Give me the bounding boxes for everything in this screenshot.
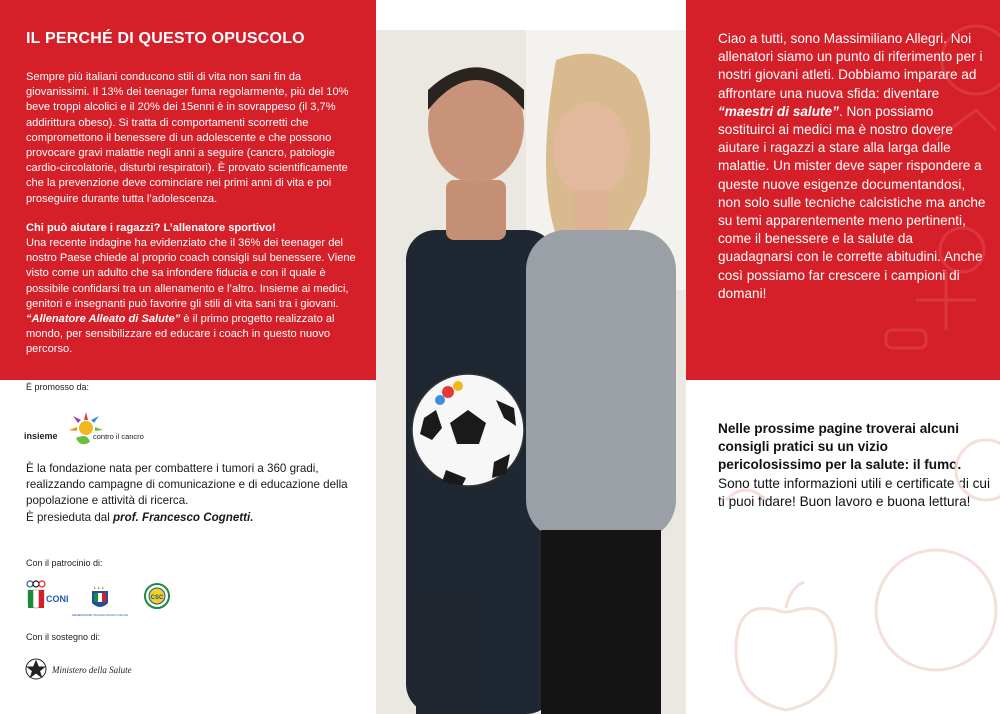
project-name: “Allenatore Alleato di Salute” bbox=[26, 313, 181, 326]
president-name: prof. Francesco Cognetti. bbox=[113, 510, 254, 524]
csc-text: CSC bbox=[150, 595, 164, 601]
survey-paragraph bbox=[26, 236, 356, 358]
left-column bbox=[26, 30, 356, 358]
foundation-description bbox=[26, 461, 366, 526]
closing-rest: Sono tutte informazioni utili e certificate di cui ti puoi fidare! Buon lavoro e buona lettura! bbox=[718, 475, 991, 509]
insieme-contro-il-cancro-logo bbox=[24, 410, 144, 450]
intro-paragraph: Sempre più italiani conducono stili di vita non sani fin da giovanissimi. Il 13% dei teenager fuma regolarmente, più del 10% beve troppi alcolici e il 20% dei 15enni è in sovrappeso (il 3,7% addirittura obeso). Si tratta di comportamenti scorretti che compromettono il benessere di un adolescente e che possono provocare gravi malattie negli anni a seguire (cancro, patologie cardio-circolatorie, disturbi respiratori). È provato scientificamente che la prevenzione deve cominciare nei primi anni di vita e poi proseguire durante tutta l’adolescenza. bbox=[26, 71, 349, 205]
coach-and-athlete-photo bbox=[376, 30, 686, 714]
coni-text: CONI bbox=[46, 594, 69, 604]
patronage-logos bbox=[24, 580, 184, 620]
ministry-text: Ministero della Salute bbox=[52, 665, 132, 675]
patronage-label: Con il patrocinio di: bbox=[26, 558, 103, 568]
closing-bold: Nelle prossime pagine troverai alcuni consigli pratici su un vizio pericolosissimo per la salute: il fumo. bbox=[718, 421, 962, 473]
italian-emblem-icon bbox=[26, 659, 46, 679]
foundation-text: È la fondazione nata per combattere i tumori a 360 gradi, realizzando campagne di comunicazione e di educazione della popolazione e attività di ricerca. bbox=[26, 462, 348, 508]
president-prefix: È presieduta dal bbox=[26, 510, 114, 524]
coach-message bbox=[718, 30, 990, 303]
survey-text: Una recente indagine ha evidenziato che il 36% dei teenager del nostro Paese chiede al proprio coach consigli sul benessere. Viene visto come un adulto che sa infondere fiducia e con il quale è possibile confidarsi tra un allenamento e l’altro. Insieme ai medici, genitori e insegnanti può favorire gli stili di vita sani tra i giovani. bbox=[26, 237, 356, 310]
figc-logo bbox=[72, 586, 129, 617]
csc-logo bbox=[145, 584, 169, 608]
soccer-ball bbox=[412, 374, 524, 486]
support-label: Con il sostegno di: bbox=[26, 632, 101, 642]
hero-photo bbox=[376, 30, 686, 714]
project-description: è il primo progetto realizzato al mondo, per sensibilizzare ed educare i coach in questo nuovo percorso. bbox=[26, 313, 335, 356]
fruit-sport-decoration bbox=[686, 380, 1000, 714]
figc-text: FEDERAZIONE ITALIANA GIUOCO CALCIO bbox=[71, 613, 129, 617]
logo-word-contro: contro il cancro bbox=[93, 432, 144, 441]
message-part2: . Non possiamo sostituirci ai medici ma è nostro dovere aiutare i ragazzi a stare alla larga dalle malattie. Un mister deve saper rispondere a queste nuove esigenze documentandosi, non solo sulle tecniche calcistiche ma anche su temi apparentemente meno pertinenti, come il benessere e la salute da guadagnarsi con le corrette abitudini. Anche così possiamo far crescere i campioni di domani! bbox=[718, 103, 986, 301]
message-part1: Ciao a tutti, sono Massimiliano Allegri. Noi allenatori siamo un punto di riferimento per i nostri giovani atleti. Dobbiamo imparare ad affrontare una nuova sfida: diventare bbox=[718, 31, 983, 101]
message-emphasis: “maestri di salute” bbox=[718, 103, 839, 119]
ministero-salute-logo bbox=[24, 654, 134, 686]
section-title: IL PERCHÉ DI QUESTO OPUSCOLO bbox=[26, 30, 305, 47]
logo-word-insieme: insieme bbox=[24, 431, 58, 441]
coach-subheading: Chi può aiutare i ragazzi? L’allenatore sportivo! bbox=[26, 221, 276, 234]
promoted-by-label: È promosso da: bbox=[26, 382, 90, 392]
coni-logo bbox=[27, 581, 69, 608]
